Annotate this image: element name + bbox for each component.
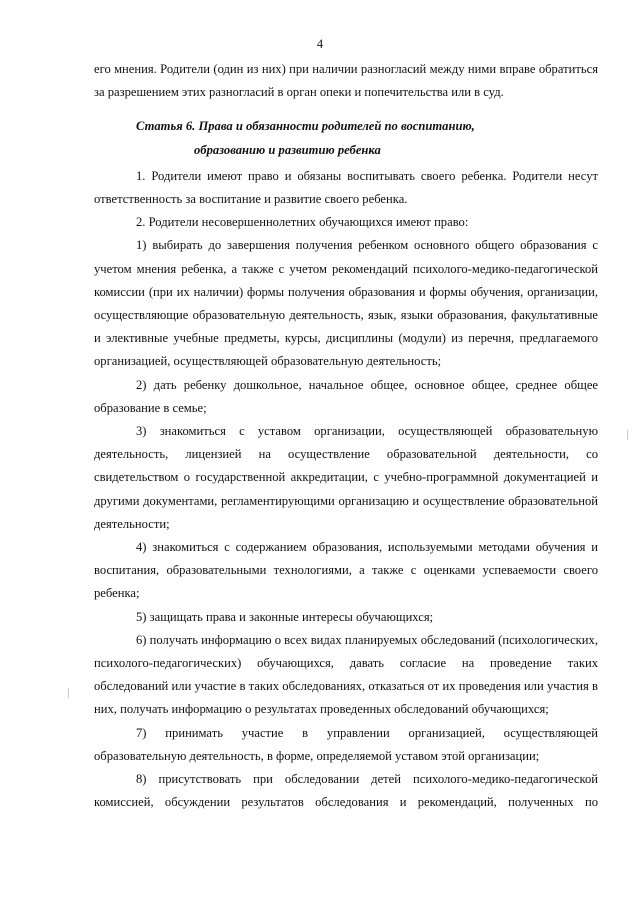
list-item-8: 8) присутствовать при обследовании детей психолого-медико-педагогической комиссией, обсуждении результатов обследования и рекомендаций, полученных по: [94, 772, 598, 810]
list-item-5: 5) защищать права и законные интересы обучающихся;: [136, 609, 434, 624]
article-heading-line-2: образованию и развитию ребенка: [194, 142, 381, 157]
list-item-1: 1) выбирать до завершения получения ребенком основного общего образования с учетом мнения ребенка, а также с учетом рекомендаций психолого-медико-педагогической комиссии (при их наличии) формы получения образования и формы обучения, организации, осуществляющие образовательную деятельность, язык, языки образования, факультативные и элективные учебные предметы, курсы, дисциплины (модули) из перечня, предлагаемого организацией, осуществляющей образовательную деятельность;: [94, 238, 598, 369]
list-item-4: 4) знакомиться с содержанием образования, используемыми методами обучения и воспитания, образовательными технологиями, а также с оценками успеваемости своего ребенка;: [94, 540, 598, 601]
article-heading: [94, 115, 598, 161]
list-item-7: 7) принимать участие в управлении организацией, осуществляющей образовательную деятельность, в форме, определяемой уставом этой организации;: [94, 725, 598, 763]
paragraph-1: 1. Родители имеют право и обязаны воспитывать своего ребенка. Родители несут ответственность за воспитание и развитие своего ребенка.: [94, 168, 598, 207]
list-item-3: 3) знакомиться с уставом организации, осуществляющей образовательную деятельность, лицензией на осуществление образовательной деятельности, со свидетельством о государственной аккредитации, с учебно-программной документацией и другими документами, регламентирующими организацию и осуществление образовательной деятельности;: [94, 424, 598, 531]
scan-margin-mark-left: [68, 688, 69, 698]
article-heading-line-1: Статья 6. Права и обязанности родителей по воспитанию,: [136, 119, 475, 134]
paragraph-2: 2. Родители несовершеннолетних обучающихся имеют право:: [136, 215, 469, 230]
paragraph-continuation: его мнения. Родители (один из них) при наличии разногласий между ними вправе обратиться за разрешением этих разногласий в орган опеки и попечительства или в суд.: [94, 62, 598, 100]
document-body: [94, 58, 598, 815]
list-item-2: 2) дать ребенку дошкольное, начальное общее, основное общее, среднее общее образование в семье;: [94, 377, 598, 415]
scan-margin-mark-right: [627, 430, 628, 440]
list-item-6: 6) получать информацию о всех видах планируемых обследований (психологических, психолого-педагогических) обучающихся, давать согласие на проведение таких обследований или участие в таких обследованиях, отказаться от их проведения или участия в них, получать информацию о результатах проведенных обследований обучающихся;: [94, 632, 598, 717]
page-number: 4: [316, 37, 324, 51]
